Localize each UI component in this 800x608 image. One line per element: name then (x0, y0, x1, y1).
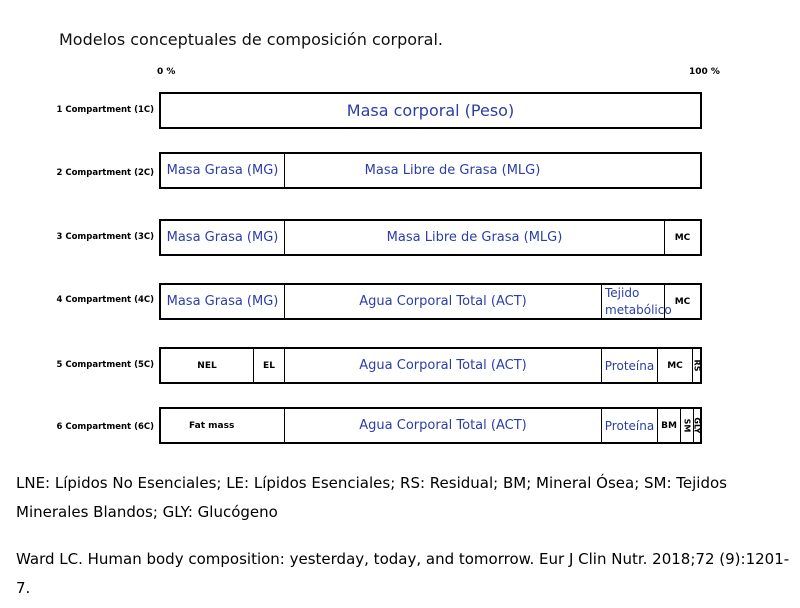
segment-total-body-water (285, 285, 602, 318)
segment-total-body-water (285, 349, 602, 382)
segment-label: Agua Corporal Total (ACT) (359, 418, 527, 433)
segment-label: MC (674, 232, 691, 243)
row-label-2c: 2 Compartment (2C) (56, 168, 154, 178)
segment-fat-mass (161, 409, 285, 442)
segment-nel (161, 349, 254, 382)
segment-label: Proteína (604, 418, 655, 433)
segment-label-line1: Tejido (605, 285, 640, 300)
segment-body-mass (161, 94, 700, 127)
segment-fat-mass (161, 285, 285, 318)
segment-label: SM (682, 418, 692, 433)
segment-label: Masa Libre de Grasa (MLG) (364, 163, 541, 178)
bar-1c (159, 92, 702, 129)
segment-label: NEL (197, 360, 217, 371)
segment-residual (693, 349, 700, 382)
segment-protein (602, 409, 658, 442)
bar-2c (159, 152, 702, 189)
segment-label: Agua Corporal Total (ACT) (359, 358, 527, 373)
segment-label: BM (661, 420, 677, 431)
segment-glycogen (694, 409, 700, 442)
diagram-title: Modelos conceptuales de composición corporal. (59, 30, 443, 49)
row-label-5c: 5 Compartment (5C) (56, 360, 154, 370)
segment-metabolic-tissue (602, 285, 672, 318)
segment-mc (658, 349, 693, 382)
segment-mc (665, 285, 700, 318)
bar-3c (159, 219, 702, 256)
segment-label: Masa Libre de Grasa (MLG) (386, 230, 563, 245)
segment-label-line2: metabólico (605, 302, 672, 317)
segment-label: Masa Grasa (MG) (166, 163, 279, 178)
segment-el (254, 349, 285, 382)
segment-label: Masa Grasa (MG) (166, 230, 279, 245)
segment-label: Proteína (604, 358, 655, 373)
bar-5c (159, 347, 702, 384)
segment-label: RS (692, 359, 702, 372)
row-label-3c: 3 Compartment (3C) (56, 232, 154, 242)
segment-protein (602, 349, 658, 382)
segment-label: GLY (692, 417, 702, 434)
segment-label: Masa Grasa (MG) (166, 294, 279, 309)
segment-fat-free-mass (285, 154, 700, 187)
segment-label: Fat mass (189, 420, 235, 431)
segment-label: Agua Corporal Total (ACT) (359, 294, 527, 309)
segment-label: EL (263, 360, 275, 371)
segment-fat-mass (161, 154, 285, 187)
bar-4c (159, 283, 702, 320)
segment-label: Masa corporal (Peso) (346, 101, 515, 120)
segment-fat-free-mass (285, 221, 665, 254)
segment-mc (665, 221, 700, 254)
bar-6c (159, 407, 702, 444)
row-label-4c: 4 Compartment (4C) (56, 295, 154, 305)
axis-start-label: 0 % (157, 67, 176, 77)
segment-label: MC (667, 360, 683, 371)
segment-bone-mineral (658, 409, 681, 442)
axis-end-label: 100 % (689, 67, 720, 77)
segment-label: MC (674, 296, 691, 307)
reference-text: Ward LC. Human body composition: yesterday, today, and tomorrow. Eur J Clin Nutr. 2018;72 (9):1201-7. (16, 550, 790, 597)
segment-total-body-water (285, 409, 602, 442)
row-label-1c: 1 Compartment (1C) (56, 105, 154, 115)
legend-text: LNE: Lípidos No Esenciales; LE: Lípidos Esenciales; RS: Residual; BM; Mineral Ósea; SM: Tejidos Minerales Blandos; GLY: Glucógeno (16, 474, 727, 521)
row-label-6c: 6 Compartment (6C) (56, 422, 154, 432)
segment-fat-mass (161, 221, 285, 254)
